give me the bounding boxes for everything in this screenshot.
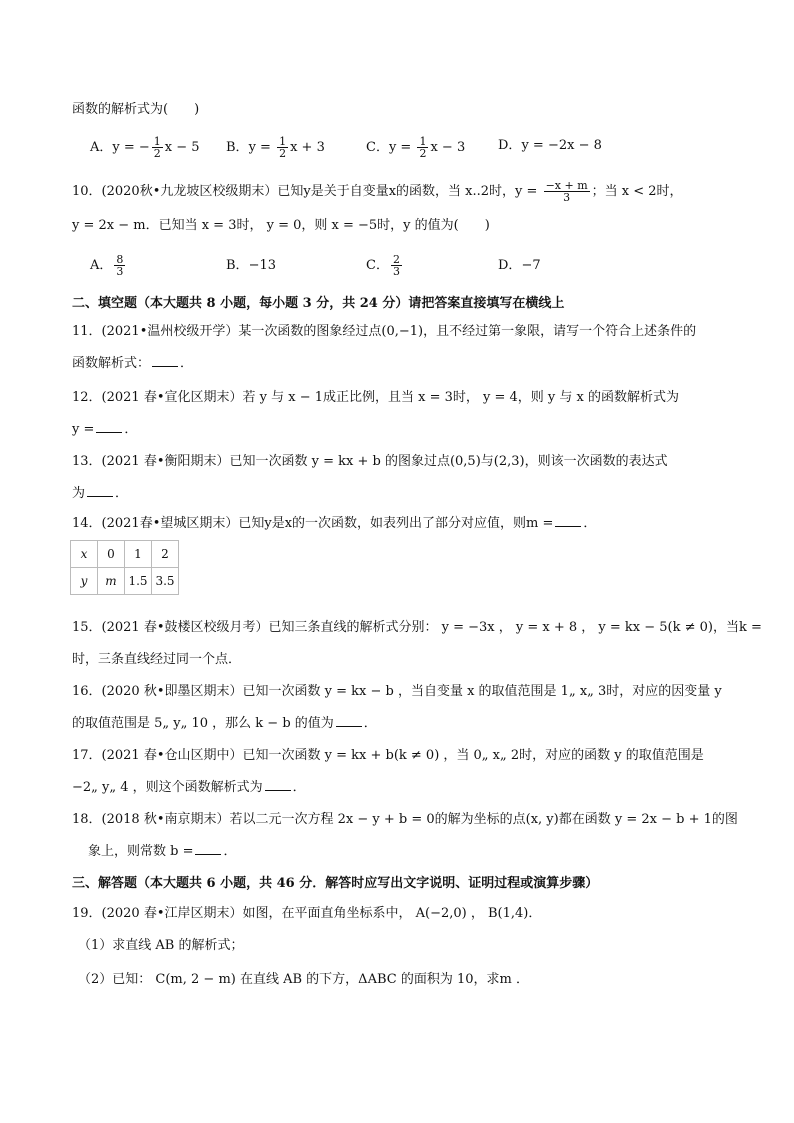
table-row [71, 568, 179, 595]
q19-part1: （1）求直线 AB 的解析式； [78, 938, 244, 953]
q12-line1: 12．(2021 春•宣化区期末）若 y 与 x − 1成正比例，且当 x = 3时， y = 4，则 y 与 x 的函数解析式为 [72, 390, 680, 405]
answer-blank[interactable] [265, 778, 291, 791]
q9-option-a[interactable]: A．y = − $\frac{1}{2}$ x − 5 [90, 135, 200, 160]
q13-line1: 13．(2021 春•衡阳期末）已知一次函数 y = kx + b 的图象过点(0,5)与(2,3)，则该一次函数的表达式 [72, 454, 668, 469]
q17-line1: 17．(2021 春•仓山区期中）已知一次函数 y = kx + b(k ≠ 0) ，当 0„ x„ 2时，对应的函数 y 的取值范围是 [72, 748, 704, 763]
answer-blank[interactable] [555, 514, 581, 527]
q17-line2: −2„ y„ 4 ，则这个函数解析式为 ． [72, 780, 306, 795]
q18-line2: 象上，则常数 b = ． [88, 844, 237, 859]
q19-part2: （2）已知： C(m, 2 − m) 在直线 AB 的下方，ΔABC 的面积为 10，求m ． [78, 972, 529, 987]
q16-line2: 的取值范围是 5„ y„ 10 ，那么 k − b 的值为 ． [72, 716, 377, 731]
fraction: $\frac{2}{3}$ [392, 253, 400, 278]
fraction: $\frac{8}{3}$ [116, 253, 124, 278]
q10-option-a[interactable]: A． $\frac{8}{3}$ [90, 253, 124, 278]
q18-line1: 18．(2018 秋•南京期末）若以二元一次方程 2x − y + b = 0的解为坐标的点(x, y)都在函数 y = 2x − b + 1的图 [72, 812, 738, 827]
q11-line2: 函数解析式： ． [72, 356, 194, 371]
value-table [70, 540, 179, 595]
answer-blank[interactable] [96, 420, 122, 433]
q14-line1: 14．(2021春•望城区期末）已知y是x的一次函数，如表列出了部分对应值，则m = ． [72, 516, 597, 531]
q9-stem: 函数的解析式为( ) [72, 102, 200, 117]
q9-option-d[interactable]: D．y = −2x − 8 [498, 138, 602, 153]
answer-blank[interactable] [152, 354, 178, 367]
q11-line1: 11．(2021•温州校级开学）某一次函数的图象经过点(0,−1)，且不经过第一象限，请写一个符合上述条件的 [72, 324, 697, 339]
q13-line2: 为 ． [72, 486, 129, 501]
q16-line1: 16．(2020 秋•即墨区期末）已知一次函数 y = kx − b ，当自变量 x 的取值范围是 1„ x„ 3时，对应的因变量 y [72, 684, 722, 699]
answer-blank[interactable] [87, 484, 113, 497]
section-heading-solve: 三、解答题（本大题共 6 小题，共 46 分．解答时应写出文字说明、证明过程或演算步骤） [72, 876, 599, 891]
q9-option-c[interactable]: C．y = $\frac{1}{2}$ x − 3 [366, 135, 466, 160]
q19-line1: 19．(2020 春•江岸区期末）如图，在平面直角坐标系中， A(−2,0) ， B(1,4)． [72, 906, 542, 921]
q10-option-c[interactable]: C． $\frac{2}{3}$ [366, 253, 400, 278]
q15-line2: 时，三条直线经过同一个点． [72, 652, 242, 667]
fraction: $\frac{1}{2}$ [153, 135, 161, 160]
fraction: $\frac{1}{2}$ [419, 135, 427, 160]
q10-option-b[interactable]: B．−13 [226, 258, 276, 273]
q10-option-d[interactable]: D．−7 [498, 258, 541, 273]
table-cell: y [71, 568, 98, 595]
q15-line1: 15．(2021 春•鼓楼区校级月考）已知三条直线的解析式分别： y = −3x ， y = x + 8 ， y = kx − 5(k ≠ 0)，当k = [72, 620, 762, 635]
table-cell: 1 [125, 541, 152, 568]
q9-option-b[interactable]: B．y = $\frac{1}{2}$ x + 3 [226, 135, 325, 160]
table-cell: 2 [152, 541, 179, 568]
answer-blank[interactable] [336, 714, 362, 727]
fraction: $\frac{-x + m}{3}$ [545, 179, 588, 204]
table-cell: x [71, 541, 98, 568]
section-heading-fill-in: 二、填空题（本大题共 8 小题，每小题 3 分，共 24 分）请把答案直接填写在横线上 [72, 296, 565, 311]
table-cell: 0 [98, 541, 125, 568]
fraction: $\frac{1}{2}$ [279, 135, 287, 160]
q10-line2: y = 2x − m．已知当 x = 3时， y = 0，则 x = −5时，y 的值为( ) [72, 218, 490, 233]
table-cell: 3.5 [152, 568, 179, 595]
table-cell: 1.5 [125, 568, 152, 595]
answer-blank[interactable] [195, 842, 221, 855]
q10-line1: 10．(2020秋•九龙坡区校级期末）已知y是关于自变量x的函数，当 x..2时，y = $\frac{-x + m}{3}$ ；当 x < 2时， [72, 179, 683, 204]
table-row [71, 541, 179, 568]
table-cell: m [98, 568, 125, 595]
q12-line2: y = ． [72, 422, 138, 437]
